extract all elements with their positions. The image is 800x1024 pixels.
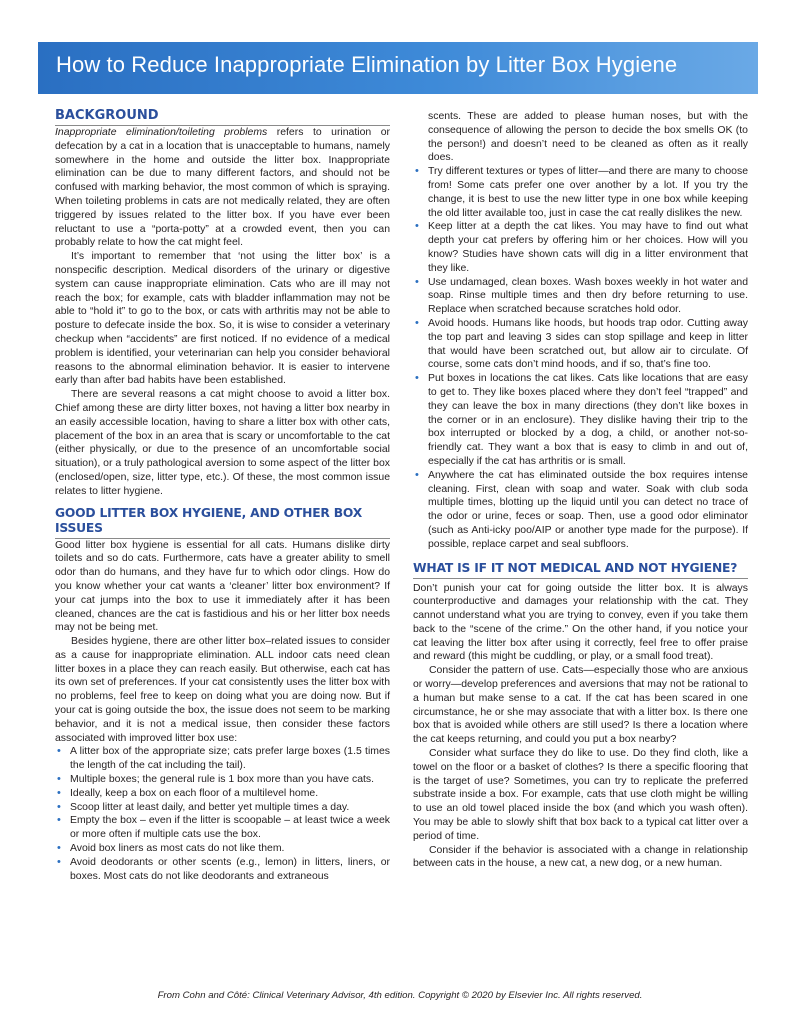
list-item: • Anywhere the cat has eliminated outside the box requires intense cleaning. First, clean with soap and water. Soak with club soda multiple times, blotting up the liquid until you can detect no trace of the odor or urine, feces or soap. Then, use a good odor eliminator (such as Anti-icky poo/AIP or another type made for the purpose). If possible, replace carpet and seal subfloors. [413,469,748,552]
hygiene-bullet-list-left [55,745,390,883]
list-item: • Avoid hoods. Humans like hoods, but hoods trap odor. Cutting away the top part and leaving 3 sides can stop spillage and keep in litter that would have been scratched out, but allow air to circulate. Of course, some cats don’t mind hoods, and if so, that’s fine too. [413,317,748,372]
list-item: • Multiple boxes; the general rule is 1 box more than you have cats. [55,773,390,787]
left-column [55,108,390,883]
list-item: • Keep litter at a depth the cat likes. You may have to find out what depth your cat prefers by offering him or her choices. How will you know? Studies have shown cats will dig in a litter environment that they like. [413,220,748,275]
list-item: • Try different textures or types of litter—and there are many to choose from! Some cats prefer one over another by a lot. If you try the change, it is best to use the new litter type in one box while keeping the old litter available too, just in case the cat really dislikes the new. [413,165,748,220]
not-medical-paragraph-4: Consider if the behavior is associated with a change in relationship between cats in the house, a new cat, a new dog, or a new human. [413,844,748,870]
list-item: • Put boxes in locations the cat likes. Cats like locations that are easy to get to. They like boxes placed where they don’t feel “trapped” and they can leave the box in many directions (they don’t like boxes in the corner or in an enclosure). They dislike having their trip to the box interrupted or blocked by a dog, a child, or another not-so-friendly cat. They want a box that is easy to climb in and out of, especially if the cat has arthritis or is small. [413,372,748,469]
list-item: • Avoid box liners as most cats do not like them. [55,842,390,856]
list-item: • A litter box of the appropriate size; cats prefer large boxes (1.5 times the length of the cat including the tail). [55,745,390,773]
right-column [413,110,748,871]
list-item: • Scoop litter at least daily, and better yet multiple times a day. [55,801,390,815]
page-title: How to Reduce Inappropriate Elimination by Litter Box Hygiene [56,52,678,77]
hygiene-paragraph-1: Good litter box hygiene is essential for all cats. Humans dislike dirty toilets and so do cats. Furthermore, cats have a greater ability to smell odor than do humans, and they have fur to which odor clings. How do you know whether your cat wants a ‘cleaner’ litter box environment? If your cat jumps into the box to use it immediately after it has been cleaned, chances are the cat is fastidious and his or her litter box needs may not be being met. [55,539,390,634]
not-medical-paragraph-3: Consider what surface they do like to use. Do they find cloth, like a towel on the floor or a basket of clothes? Is there a specific flooring that is the target of use? Sometimes, you can try to replicate the preferred substrate inside a box. For example, cats that use cloth might be willing to use an old towel placed inside the box (and which you wash often). You may be able to slowly shift that box back to a typical cat litter over a period of time. [413,748,748,842]
background-paragraph-2: It’s important to remember that ‘not using the litter box’ is a nonspecific description. Medical disorders of the urinary or digestive system can cause inappropriate elimination. Cats who are ill may not reach the box; for example, cats with bladder inflammation may not be able to “hold it” to go to the box, or cats with arthritis may not be able to posture to defecate inside the box. So, it is wise to consider a veterinary checkup when “accidents” are first noticed. If no evidence of a medical problem is identified, your veterinarian can help you consider behavioral reasons to the abnormal elimination behavior. It is easier to intervene early than after bad habits have been established. [55,251,390,387]
hygiene-paragraph-2: Besides hygiene, there are other litter box–related issues to consider as a cause for inappropriate elimination. ALL indoor cats need clean litter boxes in a place they can reach easily. But otherwise, each cat has its own set of preferences. If your cat consistently uses the litter box with no problems, feel free to keep on doing what you are doing now. But if your cat is going outside the box, the issue does not seem to be marking behavior, and it is not a medical issue, then consider these factors associated with improved litter box use: [55,636,390,744]
background-paragraph-1 [55,126,390,250]
list-item: • Avoid deodorants or other scents (e.g., lemon) in litters, liners, or boxes. Most cats do not like deodorants and extraneous [55,856,390,884]
list-item: • Use undamaged, clean boxes. Wash boxes weekly in hot water and soap. Rinse multiple times and then dry before returning to use. Replace when scratched because scratches hold odor. [413,276,748,317]
background-heading: BACKGROUND [55,108,390,126]
copyright-footer: From Cohn and Côté: Clinical Veterinary Advisor, 4th edition. Copyright © 2020 by Elsevier Inc. All rights reserved. [157,990,643,1001]
list-item: • Ideally, keep a box on each floor of a multilevel home. [55,787,390,801]
background-paragraph-3: There are several reasons a cat might choose to avoid a litter box. Chief among these are dirty litter boxes, not having a litter box nearby in an easily accessible location, having to share a litter box with other cats, placement of the box in an area that is scary or uncomfortable to the cat (either physically, or due to the presence of an uncomfortable social situation), or a truly pathological aversion to some aspect of the litter box (enclosed/open, size, litter type, etc.). Of these, the most common issue relates to litter hygiene. [55,389,390,497]
bullet-continuation: scents. These are added to please human noses, but with the consequence of allowing the person to decide the box smells OK (to the person!) and doesn’t need to be cleaned as often as it really does. [428,111,748,164]
hygiene-heading: GOOD LITTER BOX HYGIENE, AND OTHER BOX ISSUES [55,506,390,539]
title-banner [38,42,758,94]
not-medical-paragraph-2: Consider the pattern of use. Cats—especially those who are anxious or worry—develop preferences and aversions that may not be rational to a human but make sense to a cat. If the cat has been scared in one circumstance, he or she may associate that with a litter box. Is there one box that is avoided while others are still used? Is there a location where the cat keeps returning, and could you put a box nearby? [413,665,748,746]
background-paragraph-1-text: refers to urination or defecation by a cat in a location that is unacceptable to humans, namely somewhere in the home and outside the litter box. Inappropriate elimination can be due to many different factors, and should not be confused with marking behavior, the most common of which is spraying. When toileting problems in cats are not medically related, they are often triggered by issues related to the litter box. If you have ever been reluctant to use a “porta-potty” at a crowded event, then you can probably relate to how the cat might feel. [55,127,390,249]
list-item: • Empty the box – even if the litter is scoopable – at least twice a week or more often if multiple cats use the box. [55,814,390,842]
background-term: Inappropriate elimination/toileting problems [55,127,268,138]
not-medical-heading: WHAT IS IF IT NOT MEDICAL AND NOT HYGIENE? [413,561,748,579]
hygiene-bullet-list-right [413,165,748,551]
not-medical-paragraph-1: Don’t punish your cat for going outside the litter box. It is always counterproductive and damages your relationship with the cat. They cannot understand what you are trying to convey, even if you take them back to the “scene of the crime.” On the other hand, if you notice your cat leaving the litter box after using it correctly, feel free to offer praise and reward (this might be cuddling, or play, or a small food treat). [413,582,748,663]
